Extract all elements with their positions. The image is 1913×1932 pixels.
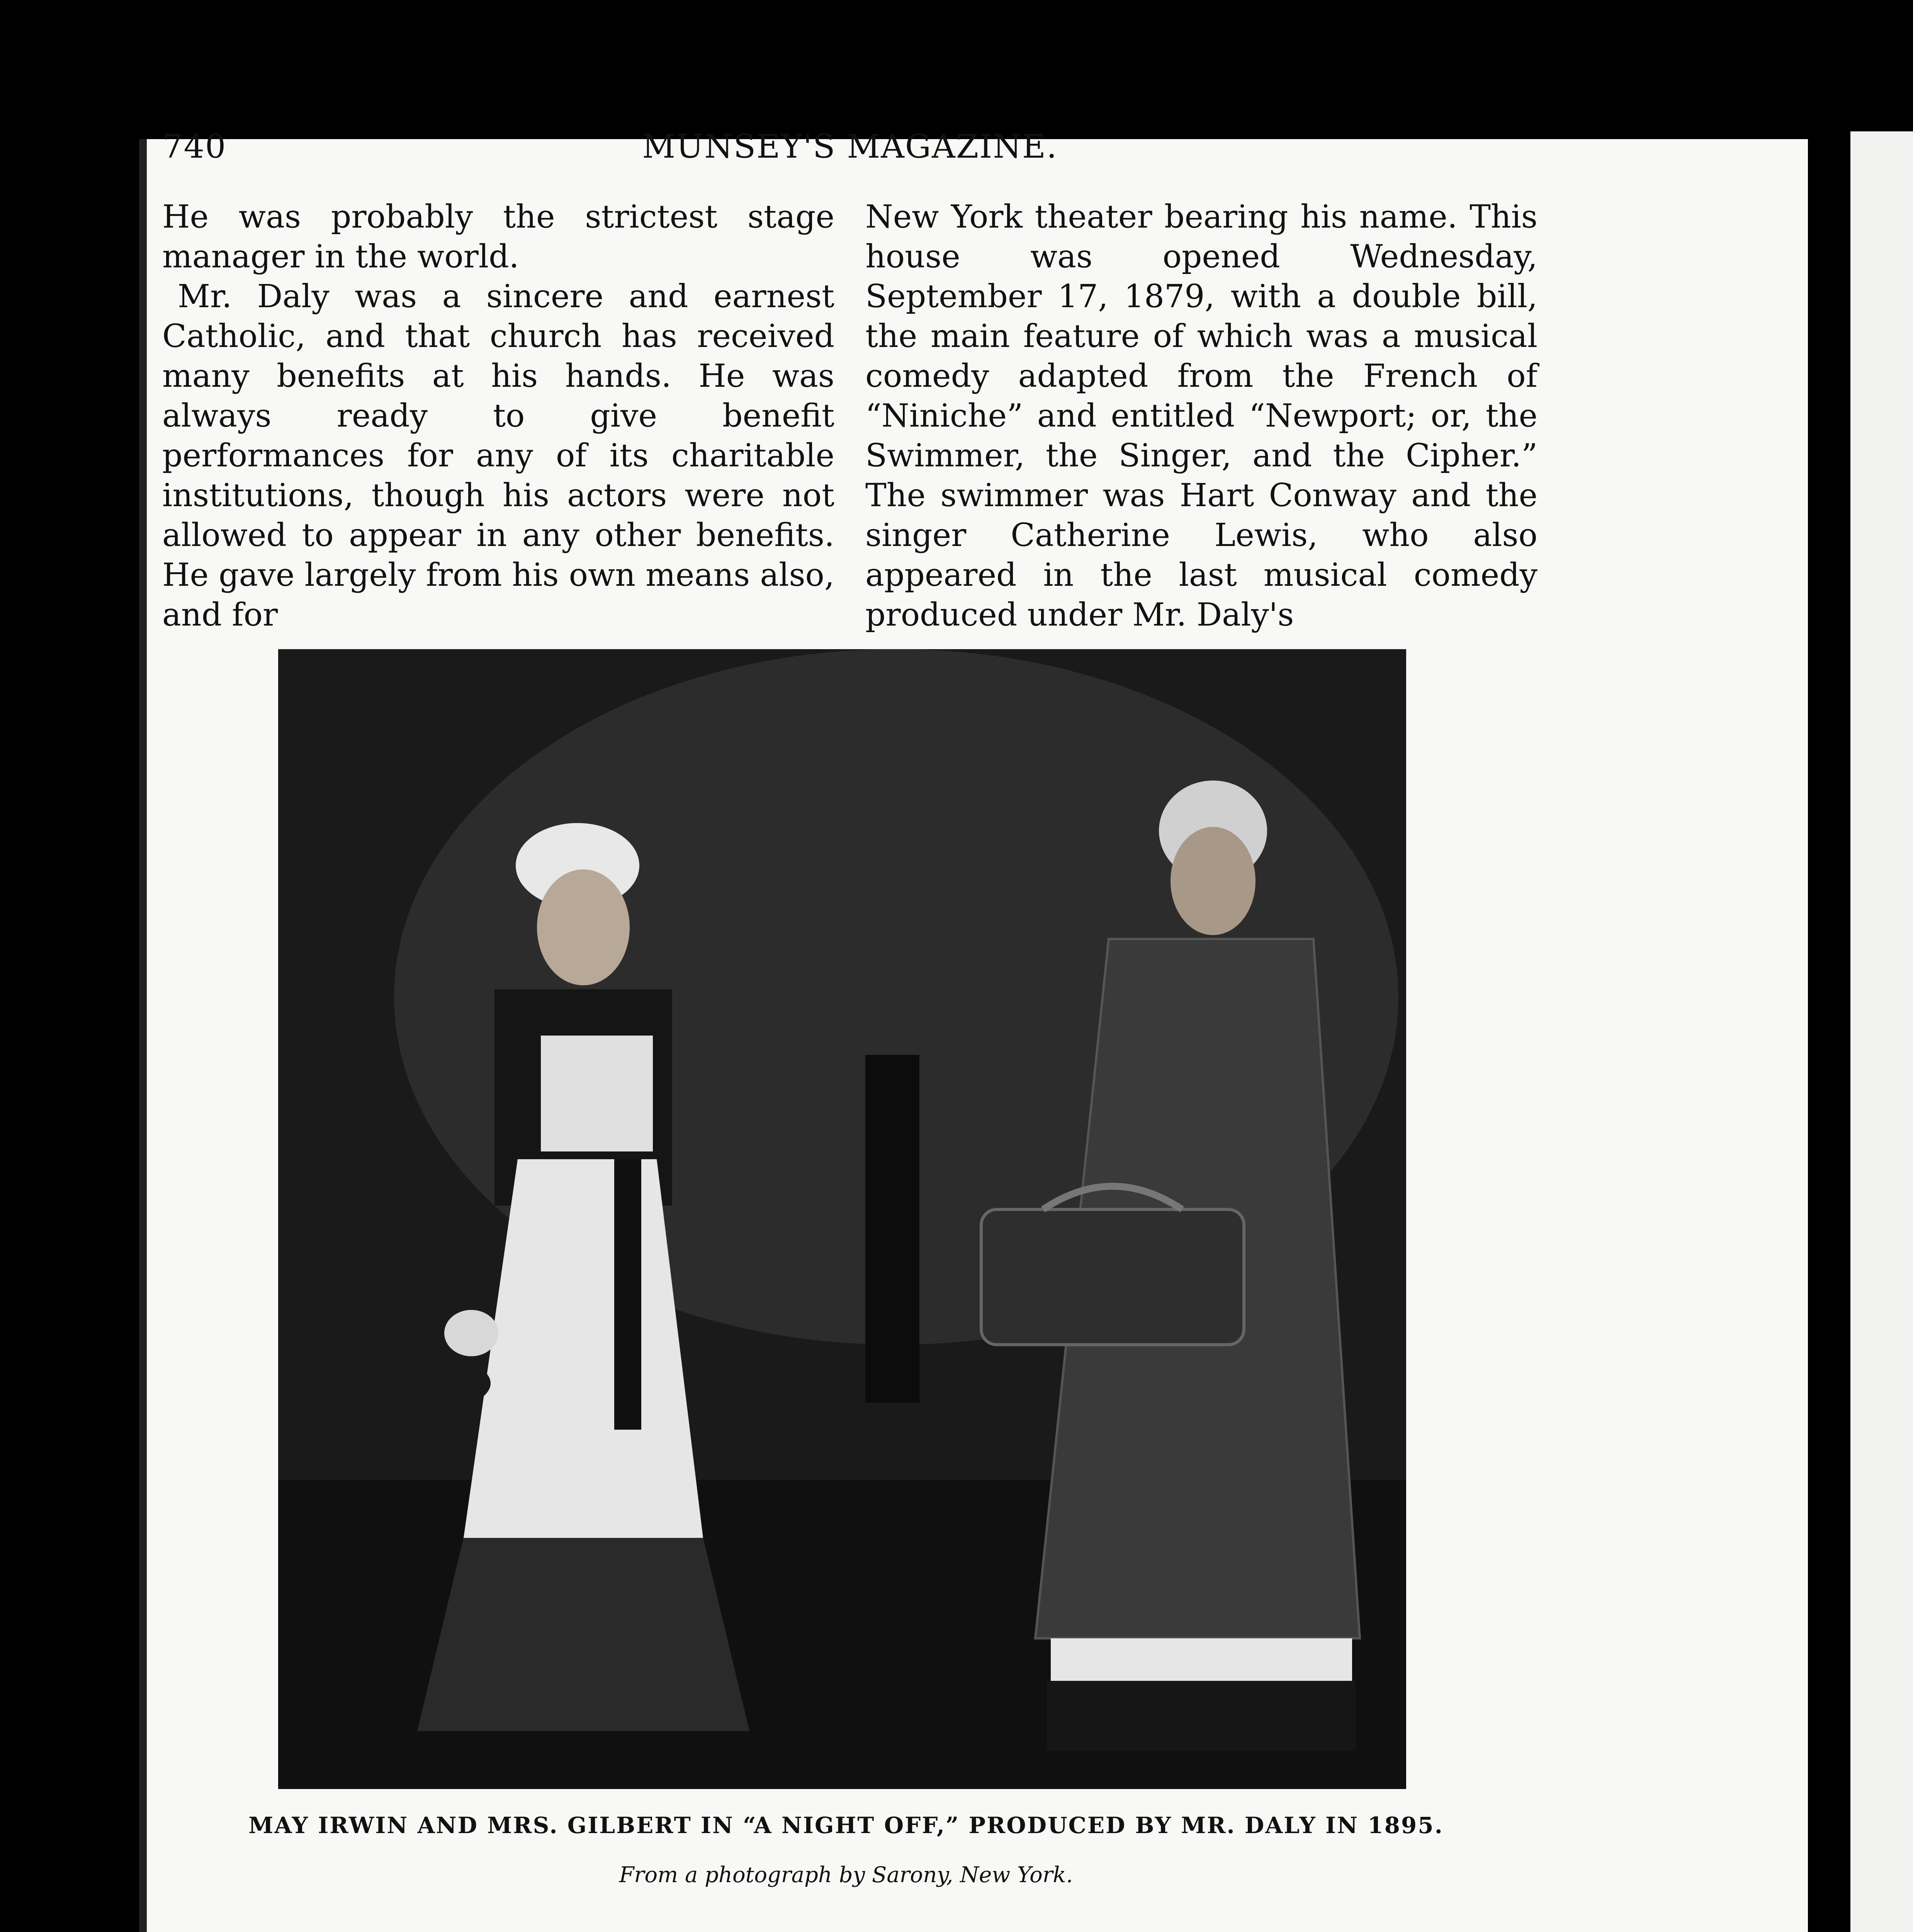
photograph-figures <box>278 649 1406 1789</box>
photo-credit: From a photograph by Sarony, New York. <box>619 1862 1073 1888</box>
magazine-title: MUNSEY'S MAGAZINE. <box>642 128 1058 165</box>
photograph <box>278 649 1406 1789</box>
paragraph: He was probably the strictest stage manager in the world. <box>162 199 834 275</box>
paragraph: Mr. Daly was a sincere and earnest Catholic, and that church has received many benefits at his hands. He was always ready to give benefit performances for any of its charitable institutions, though his actors were not allowed to appear in any other benefits. He gave largely from his own means also, and for <box>162 278 834 633</box>
page-number: 740 <box>162 128 227 165</box>
running-header <box>162 128 1538 174</box>
paragraph: New York theater bearing his name. This house was opened Wednesday, September 17, 1879, with a double bill, the main feature of which was a musical comedy adapted from the French of “Niniche” and entitled “Newport; or, the Swimmer, the Singer, and the Cipher.” The swimmer was Hart Conway and the singer Catherine Lewis, who also appeared in the last musical comedy produced under Mr. Daly's <box>865 199 1538 633</box>
text-column-top-right <box>865 197 1538 635</box>
photo-caption: MAY IRWIN AND MRS. GILBERT IN “A NIGHT OFF,” PRODUCED BY MR. DALY IN 1895. <box>248 1812 1444 1838</box>
text-column-top-left <box>162 197 834 635</box>
facing-page-edge <box>1850 131 1913 1932</box>
